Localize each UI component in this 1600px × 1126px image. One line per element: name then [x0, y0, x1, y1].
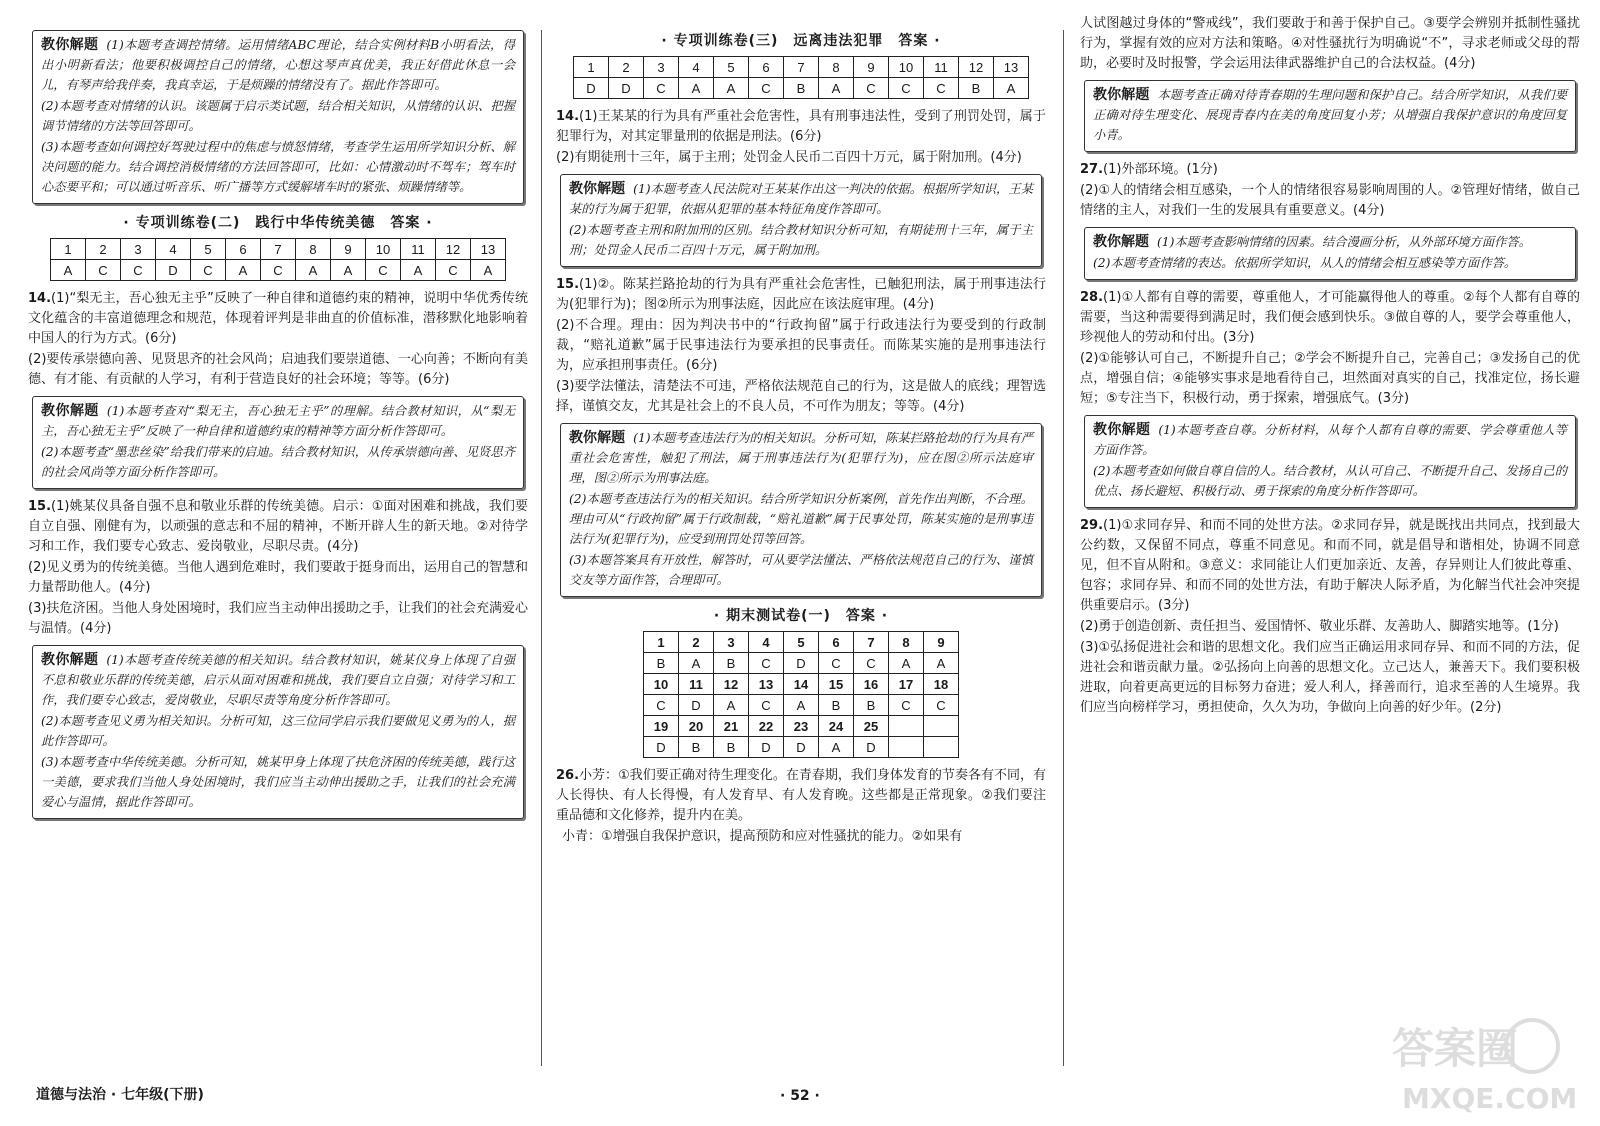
box-tag: 教你解题: [1093, 87, 1150, 103]
box-tag: 教你解题: [41, 652, 99, 668]
box-tag: 教你解题: [569, 181, 626, 197]
number-row: 1 2 3 4 5 6 7 8 9 10 11 12 13: [51, 239, 506, 260]
box-paragraph: 教你解题 (1)本题考查自尊。分析材料，从每个人都有自尊的需要、学会尊重他人等方面作答。: [1093, 422, 1568, 457]
box-paragraph: (2)本题考查如何做自尊自信的人。结合教材，从认可自己、不断提升自己、发扬自己的优点、扬长避短、积极行动、勇于探索的角度分析作答即可。: [1093, 464, 1567, 498]
book-title-footer: 道德与法治 · 七年级(下册): [36, 1087, 204, 1103]
solution-box-3: [32, 645, 524, 819]
question-number: 27.: [1080, 162, 1104, 177]
question-26-part1: 26.小芳：①我们要正确对待生理变化。在青春期，我们身体发育的节奏各有不同，有人长得快、有人长得慢，有人发育早、有人发育晚。这些都是正常现象。②我们要注重品德和文化修养，提升内在美。: [556, 768, 1046, 823]
box-paragraph: (2)本题考查主刑和附加刑的区别。结合教材知识分析可知，有期徒刑十三年，属于主刑；处罚金人民币二百四十万元，属于附加刑。: [569, 223, 1033, 257]
question-number: 26.: [556, 768, 580, 783]
question-29-part3: (3)①弘扬促进社会和谐的思想文化。我们应当正确运用求同存异、和而不同的方法，促进社会和谐贡献力量。②弘扬向上向善的思想文化。立己达人，兼善天下。我们要积极进取，向着更高更远的目标努力奋进；爱人利人，择善而行，追求至善的人生境界。我们应当向榜样学习，勇担使命，久久为功，争做向上向善的好少年。(2分): [1080, 640, 1580, 715]
box-tag: 教你解题: [41, 37, 99, 53]
question-15-part2: (2)见义勇为的传统美德。当他人遇到危难时，我们要敢于挺身而出，运用自己的智慧和力量帮助他人。(4分): [28, 560, 528, 595]
number-row: 19 20 21 22 23 24 25: [644, 716, 959, 737]
question-number: 29.: [1080, 518, 1104, 533]
box-paragraph: (2)本题考查见义勇为相关知识。分析可知，这三位同学启示我们要做见义勇为的人，据此作答即可。: [41, 714, 515, 748]
question-26-continued: 人试图越过身体的“警戒线”，我们要敢于和善于保护自己。③要学会辨别并抵制性骚扰行为，掌握有效的应对方法和策略。④对性骚扰行为明确说“不”，寻求老师或父母的帮助，必要时及时报警，学会运用法律武器维护自己的合法权益。(4分): [1080, 16, 1580, 71]
box-paragraph: (3)本题考查中华传统美德。分析可知，姚某甲身上体现了扶危济困的传统美德，践行这一美德，要求我们当他人身处困境时，我们应当主动伸出援助之手，让我们的社会充满爱心与温情，据此作答即可。: [41, 755, 515, 809]
question-28-part1: 28.(1)①人都有自尊的需要，尊重他人，才可能赢得他人的尊重。②每个人都有自尊的需要，当这种需要得到满足时，我们便会感到快乐。③做自尊的人，要学会尊重他人，珍视他人的劳动和付出。(3分): [1080, 290, 1580, 345]
box-paragraph: (2)本题考查“墨悲丝染”给我们带来的启迪。结合教材知识，从传承崇德向善、见贤思齐的社会风尚等方面分析作答即可。: [41, 445, 515, 479]
answer-table-3: [573, 56, 1029, 99]
question-14-part2: (2)有期徒刑十三年，属于主刑；处罚金人民币二百四十万元，属于附加刑。(4分): [556, 150, 1022, 165]
question-15-part3: (3)要学法懂法，清楚法不可违，严格依法规范自己的行为，这是做人的底线；理智选择，谨慎交友，尤其是社会上的不良人员，不可作为朋友；等等。(4分): [556, 379, 1046, 414]
answer-row: C D A C A B B C C: [644, 695, 959, 716]
section-title-4: · 期末测试卷(一) 答案 ·: [713, 608, 889, 624]
box-paragraph: (2)本题考查对情绪的认识。该题属于启示类试题，结合相关知识，从情绪的认识、把握调节情绪的方法等回答即可。: [41, 99, 515, 133]
question-number: 14.: [556, 109, 580, 124]
number-row: 1 2 3 4 5 6 7 8 9: [644, 632, 959, 653]
column-divider: [541, 30, 542, 1066]
solution-box-2: [32, 396, 524, 489]
box-tag: 教你解题: [1093, 422, 1151, 438]
answer-row: D D C A A C B A C C C B A: [574, 78, 1029, 99]
question-number: 15.: [28, 499, 52, 514]
middle-column: [556, 24, 1046, 1064]
question-15-part3: (3)扶危济困。当他人身处困境时，我们应当主动伸出援助之手，让我们的社会充满爱心与温情。(4分): [28, 601, 528, 636]
watermark-text-cn: 答案圈: [1392, 1024, 1519, 1073]
box-paragraph: (2)本题考查情绪的表达。依据所学知识，从人的情绪会相互感染等方面作答。: [1093, 256, 1517, 270]
box-paragraph: 教你解题 (1)本题考查违法行为的相关知识。分析可知，陈某拦路抢劫的行为具有严重社会危害性，触犯了刑法，属于刑事违法行为(犯罪行为)，应在图②所示法庭审理，图②所示为刑事法庭。: [569, 430, 1034, 485]
question-27-part2: (2)①人的情绪会相互感染，一个人的情绪很容易影响周围的人。②管理好情绪，做自己情绪的主人，对我们一生的发展具有重要意义。(4分): [1080, 183, 1580, 218]
solution-box-6: [1084, 80, 1576, 152]
column-divider: [1063, 30, 1064, 1066]
question-15-part1: 15.(1)②。陈某拦路抢劫的行为具有严重社会危害性，已触犯刑法，属于刑事违法行为(犯罪行为)；图②所示为刑事法庭，因此应在该法庭审理。(4分): [556, 277, 1046, 312]
watermark-logo: [1382, 1008, 1582, 1118]
question-14-part1: 14.(1)“梨无主，吾心独无主乎”反映了一种自律和道德约束的精神，说明中华优秀传统文化蕴含的丰富道德理念和规范，体现着评判是非曲直的价值标准，潜移默化地影响着中国人的行为方式。(6分): [28, 291, 528, 346]
section-title-2: · 专项训练卷(二) 践行中华传统美德 答案 ·: [123, 215, 433, 231]
box-tag: 教你解题: [1093, 234, 1149, 250]
number-row: 1 2 3 4 5 6 7 8 9 10 11 12 13: [574, 57, 1029, 78]
watermark-text-url: MXQE.COM: [1402, 1082, 1578, 1115]
box-paragraph: (2)本题考查违法行为的相关知识。结合所学知识分析案例，首先作出判断，不合理。理由可从“行政拘留”属于行政制裁，“赔礼道歉”属于民事处罚，陈某实施的是刑事违法行为(犯罪行为)，应受到刑罚处罚等回答。: [569, 492, 1033, 546]
box-paragraph: (3)本题考查如何调控好驾驶过程中的焦虑与愤怒情绪，考查学生运用所学知识分析、解决问题的能力。结合调控消极情绪的方法回答即可，比如：心情激动时不驾车；驾车时心态要平和；可以通过听音乐、听广播等方式缓解堵车时的紧张、烦躁情绪等。: [41, 140, 515, 194]
box-paragraph: 教你解题 (1)本题考查影响情绪的因素。结合漫画分析，从外部环境方面作答。: [1093, 234, 1532, 250]
box-paragraph: (3)本题答案具有开放性，解答时，可从要学法懂法、严格依法规范自己的行为、谨慎交友等方面作答，合理即可。: [569, 553, 1033, 587]
answer-row: B A B C D C C A A: [644, 653, 959, 674]
section-title-3: · 专项训练卷(三) 远离违法犯罪 答案 ·: [661, 33, 941, 49]
solution-box-4: [560, 174, 1042, 267]
box-tag: 教你解题: [41, 403, 99, 419]
answer-table-4: [643, 631, 959, 758]
solution-box-5: [560, 423, 1042, 597]
question-14-part2: (2)要传承崇德向善、见贤思齐的社会风尚；启迪我们要崇道德、一心向善；不断向有美德、有才能、有贡献的人学习，有利于营造良好的社会环境；等等。(6分): [28, 352, 528, 387]
question-29-part1: 29.(1)①求同存异、和而不同的处世方法。②求同存异，就是既找出共同点，找到最大公约数，又保留不同点，尊重不同意见。和而不同，就是倡导和谐相处，协调不同意见，但不盲从附和。③意义：求同能让人们更加亲近、友善，存异则让人们彼此尊重、包容；求同存异、和而不同的处世方法，有助于解决人际矛盾，为化解当代社会冲突提供重要启示。(3分): [1080, 518, 1580, 613]
question-15-part1: 15.(1)姚某仪具备自强不息和敬业乐群的传统美德。启示：①面对困难和挑战，我们要自立自强、刚健有为，以顽强的意志和不屈的精神，不断开辟人生的新天地。②对待学习和工作，我们要专心致志、爱岗敬业，尽职尽责。(4分): [28, 499, 528, 554]
solution-box-1: [32, 30, 524, 204]
left-column: [28, 24, 528, 1064]
page-number: · 52 ·: [780, 1088, 820, 1104]
right-column: [1080, 14, 1580, 1084]
answer-row: A C C D C A C A A C A C A: [51, 260, 506, 281]
question-number: 15.: [556, 277, 580, 292]
question-28-part2: (2)①能够认可自己，不断提升自己；②学会不断提升自己，完善自己；③发扬自己的优点，增强自信；④能够实事求是地看待自己，坦然面对真实的自己，找准定位，扬长避短；⑤专注当下，积极行动，勇于探索，增强底气。(3分): [1080, 351, 1580, 406]
question-29-part2: (2)勇于创造创新、责任担当、爱国情怀、敬业乐群、友善助人、脚踏实地等。(1分): [1080, 619, 1559, 634]
question-14-part1: 14.(1)王某某的行为具有严重社会危害性，具有刑事违法性，受到了刑罚处罚，属于犯罪行为，对其定罪量刑的依据是刑法。(6分): [556, 109, 1046, 144]
question-15-part2: (2)不合理。理由：因为判决书中的“行政拘留”属于行政违法行为要受到的行政制裁，“赔礼道歉”属于民事违法行为要承担的民事责任。而陈某实施的是刑事违法行为，应承担刑事责任。(6分): [556, 318, 1046, 373]
answer-row: D B B D D A D: [644, 737, 959, 758]
box-paragraph: 教你解题 (1)本题考查人民法院对王某某作出这一判决的依据。根据所学知识，王某某的行为属于犯罪，依据从犯罪的基本特征角度作答即可。: [569, 181, 1034, 216]
box-paragraph: 教你解题 (1)本题考查传统美德的相关知识。结合教材知识，姚某仪身上体现了自强不息和敬业乐群的传统美德，启示从面对困难和挑战，我们要自立自强；对待学习和工作，我们要专心致志，爱岗敬业，尽职尽责等角度分析作答即可。: [41, 652, 516, 707]
solution-box-7: [1084, 227, 1576, 280]
box-paragraph: 教你解题 (1)本题考查调控情绪。运用情绪ABC理论，结合实例材料B小明看法，得出小明新看法；他要积极调控自己的情绪，心想这琴声真优美，我正好借此休息一会儿，有琴声给我伴奏，我真幸运，于是烦躁的情绪没有了。据此作答即可。: [41, 37, 515, 92]
number-row: 10 11 12 13 14 15 16 17 18: [644, 674, 959, 695]
box-tag: 教你解题: [569, 430, 626, 446]
box-paragraph: 教你解题 本题考查正确对待青春期的生理问题和保护自己。结合所学知识，从我们要正确对待生理变化、展现青春内在美的角度回复小芳；从增强自我保护意识的角度回复小青。: [1093, 87, 1567, 142]
question-number: 14.: [28, 291, 52, 306]
question-27-part1: 27.(1)外部环境。(1分): [1080, 162, 1218, 177]
question-26-part2: 小青：①增强自我保护意识，提高预防和应对性骚扰的能力。②如果有: [562, 829, 963, 844]
box-paragraph: 教你解题 (1)本题考查对“梨无主，吾心独无主乎”的理解。结合教材知识，从“梨无主，吾心独无主乎”反映了一种自律和道德约束的精神等方面分析作答即可。: [41, 403, 516, 438]
solution-box-8: [1084, 415, 1576, 508]
question-number: 28.: [1080, 290, 1104, 305]
answer-table-2: [50, 238, 506, 281]
